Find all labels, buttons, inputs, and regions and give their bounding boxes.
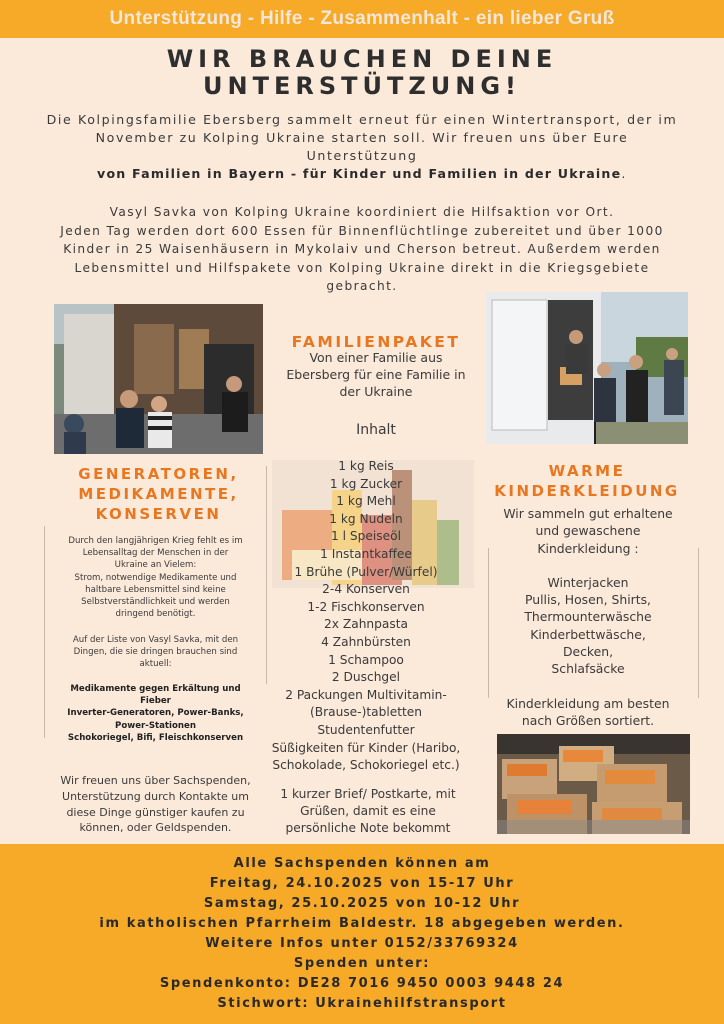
paragraph-line: Dingen, die sie dringen brauchen sind [73, 647, 238, 658]
needs-line: Power-Stationen [115, 720, 196, 731]
familienpaket-subtitle-line: Ebersberg für eine Familie in [286, 367, 466, 382]
coordination-line: Lebensmittel und Hilfspakete von Kolping Ukraine direkt in die Kriegsgebiete [74, 260, 650, 275]
list-item: 1 l Speiseöl [331, 529, 401, 544]
footer-bank-account: Spendenkonto: DE28 7016 9450 0003 9448 24 [159, 976, 565, 991]
center-divider [266, 466, 267, 684]
inhalt-heading: Inhalt [356, 422, 396, 438]
paragraph-line: haltbare Lebensmittel sind keine [85, 584, 226, 595]
paragraph-line: Strom, notwendige Medikamente und [74, 572, 237, 583]
right-divider-right [698, 548, 699, 698]
list-item: 2 Packungen Multivitamin- [285, 687, 447, 702]
paragraph-line: dringend benötigt. [115, 609, 196, 620]
list-item: Winterjacken [547, 574, 629, 590]
list-item [492, 678, 684, 695]
coordination-line: gebracht. [326, 279, 398, 293]
generatoren-paragraph-2 [48, 634, 263, 671]
list-item: 1-2 Fischkonserven [307, 599, 425, 614]
list-item: Süßigkeiten für Kinder (Haribo, [271, 740, 461, 755]
intro-emphasis [14, 165, 710, 183]
paragraph-line: Ukraine an Vielem: [114, 560, 197, 571]
paragraph-line: Unterstützung durch Kontakte um [62, 789, 249, 803]
list-item: Pullis, Hosen, Shirts, [525, 592, 651, 608]
generatoren-title-line: GENERATOREN, [78, 465, 239, 483]
page-title [0, 46, 724, 100]
familienpaket-contents-list [268, 458, 464, 775]
intro-bold-line: von Familien in Bayern - für Kinder und Familien in der Ukraine [97, 166, 622, 181]
list-item: 2x Zahnpasta [324, 617, 408, 632]
page-title-line-2: UNTERSTÜTZUNG! [203, 72, 521, 100]
footer-line: Spenden unter: [293, 956, 431, 971]
note-line: 1 kurzer Brief/ Postkarte, mit [280, 787, 456, 801]
intro-line: November zu Kolping Ukraine starten soll. Wir freuen uns über Eure [95, 130, 629, 145]
needs-line: Inverter-Generatoren, Power-Banks, [67, 708, 244, 719]
left-divider [44, 526, 45, 738]
van-loading-photo [486, 292, 688, 444]
needs-line: Medikamente gegen Erkältung und [70, 684, 241, 694]
list-item: 1 kg Zucker [329, 476, 403, 491]
kinderkleidung-title-line: KINDERKLEIDUNG [494, 482, 680, 500]
generatoren-title-line: KONSERVEN [95, 505, 222, 523]
right-divider-left [488, 548, 489, 698]
paragraph-line: Selbstverständlichkeit und werden [81, 597, 230, 608]
needs-line: Fieber [140, 696, 171, 707]
note-line: persönliche Note bekommt [285, 821, 451, 835]
footer-line: Samstag, 25.10.2025 von 10-12 Uhr [203, 896, 521, 911]
paragraph-line: aktuell: [139, 659, 172, 670]
familienpaket-title: FAMILIENPAKET [291, 333, 461, 351]
generatoren-paragraph-4 [48, 773, 263, 836]
intro-line: Unterstützung [306, 148, 418, 163]
list-item: (Brause-)tabletten [310, 705, 422, 720]
coordination-line: Vasyl Savka von Kolping Ukraine koordiniert die Hilfsaktion vor Ort. [109, 205, 615, 219]
list-item: Studentenfutter [317, 722, 415, 737]
familienpaket-subtitle [276, 349, 476, 400]
paragraph-line: können, oder Geldspenden. [79, 821, 232, 835]
note-line: Grüßen, damit es eine [300, 804, 436, 818]
list-item: 1 kg Nudeln [329, 511, 403, 526]
list-item: 1 Brühe (Pulver/Würfel) [294, 564, 438, 579]
familienpaket-note [270, 786, 466, 837]
intro-line: Die Kolpingsfamilie Ebersberg sammelt erneut für einen Wintertransport, der im [46, 112, 678, 127]
list-item [492, 557, 684, 574]
footer-line: im katholischen Pfarrheim Baldestr. 18 abgegeben werden. [99, 916, 625, 931]
list-item: Thermounterwäsche [524, 609, 652, 625]
kinderkleidung-title-line: WARME [548, 462, 626, 480]
paragraph-line: Durch den langjährigen Krieg fehlt es im [68, 536, 243, 546]
page-title-line-1: WIR BRAUCHEN DEINE [166, 45, 558, 73]
list-item: Schlafsäcke [551, 661, 625, 677]
list-item: Kinderkleidung : [537, 540, 639, 556]
familienpaket-subtitle-line: Von einer Familie aus [309, 350, 443, 365]
list-item: 4 Zahnbürsten [321, 634, 411, 649]
paragraph-line: diese Dinge günstiger kaufen zu [66, 805, 245, 819]
intro-bold-end: . [621, 166, 627, 181]
list-item: Kinderbettwäsche, [530, 626, 646, 642]
intro-paragraph [14, 111, 710, 183]
list-item: und gewaschene [535, 523, 641, 539]
needs-line: Schokoriegel, Bifi, Fleischkonserven [67, 732, 244, 743]
top-banner [0, 0, 724, 38]
list-item: Wir sammeln gut erhaltene [503, 506, 673, 521]
coordination-line: Jeden Tag werden dort 600 Essen für Binnenflüchtlinge zubereitet und über 1000 [60, 223, 664, 238]
footer-phone: Weitere Infos unter 0152/33769324 [205, 936, 519, 951]
coordination-paragraph [14, 203, 710, 296]
list-item: 2-4 Konserven [322, 582, 410, 597]
paragraph-line: Lebensalltag der Menschen in der [82, 548, 229, 559]
generatoren-needs-list [48, 683, 263, 744]
paragraph-line: Auf der Liste von Vasyl Savka, mit den [72, 635, 239, 645]
footer-keyword: Stichwort: Ukrainehilfstransport [217, 996, 507, 1011]
kinderkleidung-list [492, 505, 684, 729]
generatoren-title-line: MEDIKAMENTE, [78, 485, 239, 503]
footer-line: Alle Sachspenden können am [233, 856, 491, 871]
list-item: 2 Duschgel [331, 670, 401, 685]
list-item: 1 Schampoo [328, 652, 404, 667]
list-item: Decken, [562, 644, 614, 660]
footer-line: Freitag, 24.10.2025 von 15-17 Uhr [209, 876, 515, 891]
familienpaket-subtitle-line: der Ukraine [339, 384, 413, 399]
list-item: 1 kg Reis [338, 459, 394, 473]
list-item: nach Größen sortiert. [521, 712, 655, 728]
donation-boxes-photo [497, 734, 690, 834]
kinderkleidung-title [486, 461, 688, 501]
coordination-line: Kinder in 25 Waisenhäusern in Mykolaiv und Cherson betreut. Außerdem werden [63, 242, 661, 256]
list-item: 1 kg Mehl [336, 494, 396, 509]
banner-text: Unterstützung - Hilfe - Zusammenhalt - ein lieber Gruß [109, 8, 615, 29]
truck-loading-photo [54, 304, 263, 454]
list-item: 1 Instantkaffee [320, 546, 412, 561]
list-item: Kinderkleidung am besten [506, 695, 670, 711]
generatoren-title [54, 464, 263, 524]
list-item: Schokolade, Schokoriegel etc.) [272, 758, 460, 773]
paragraph-line: Wir freuen uns über Sachspenden, [60, 774, 251, 787]
generatoren-paragraph-1 [48, 535, 263, 620]
